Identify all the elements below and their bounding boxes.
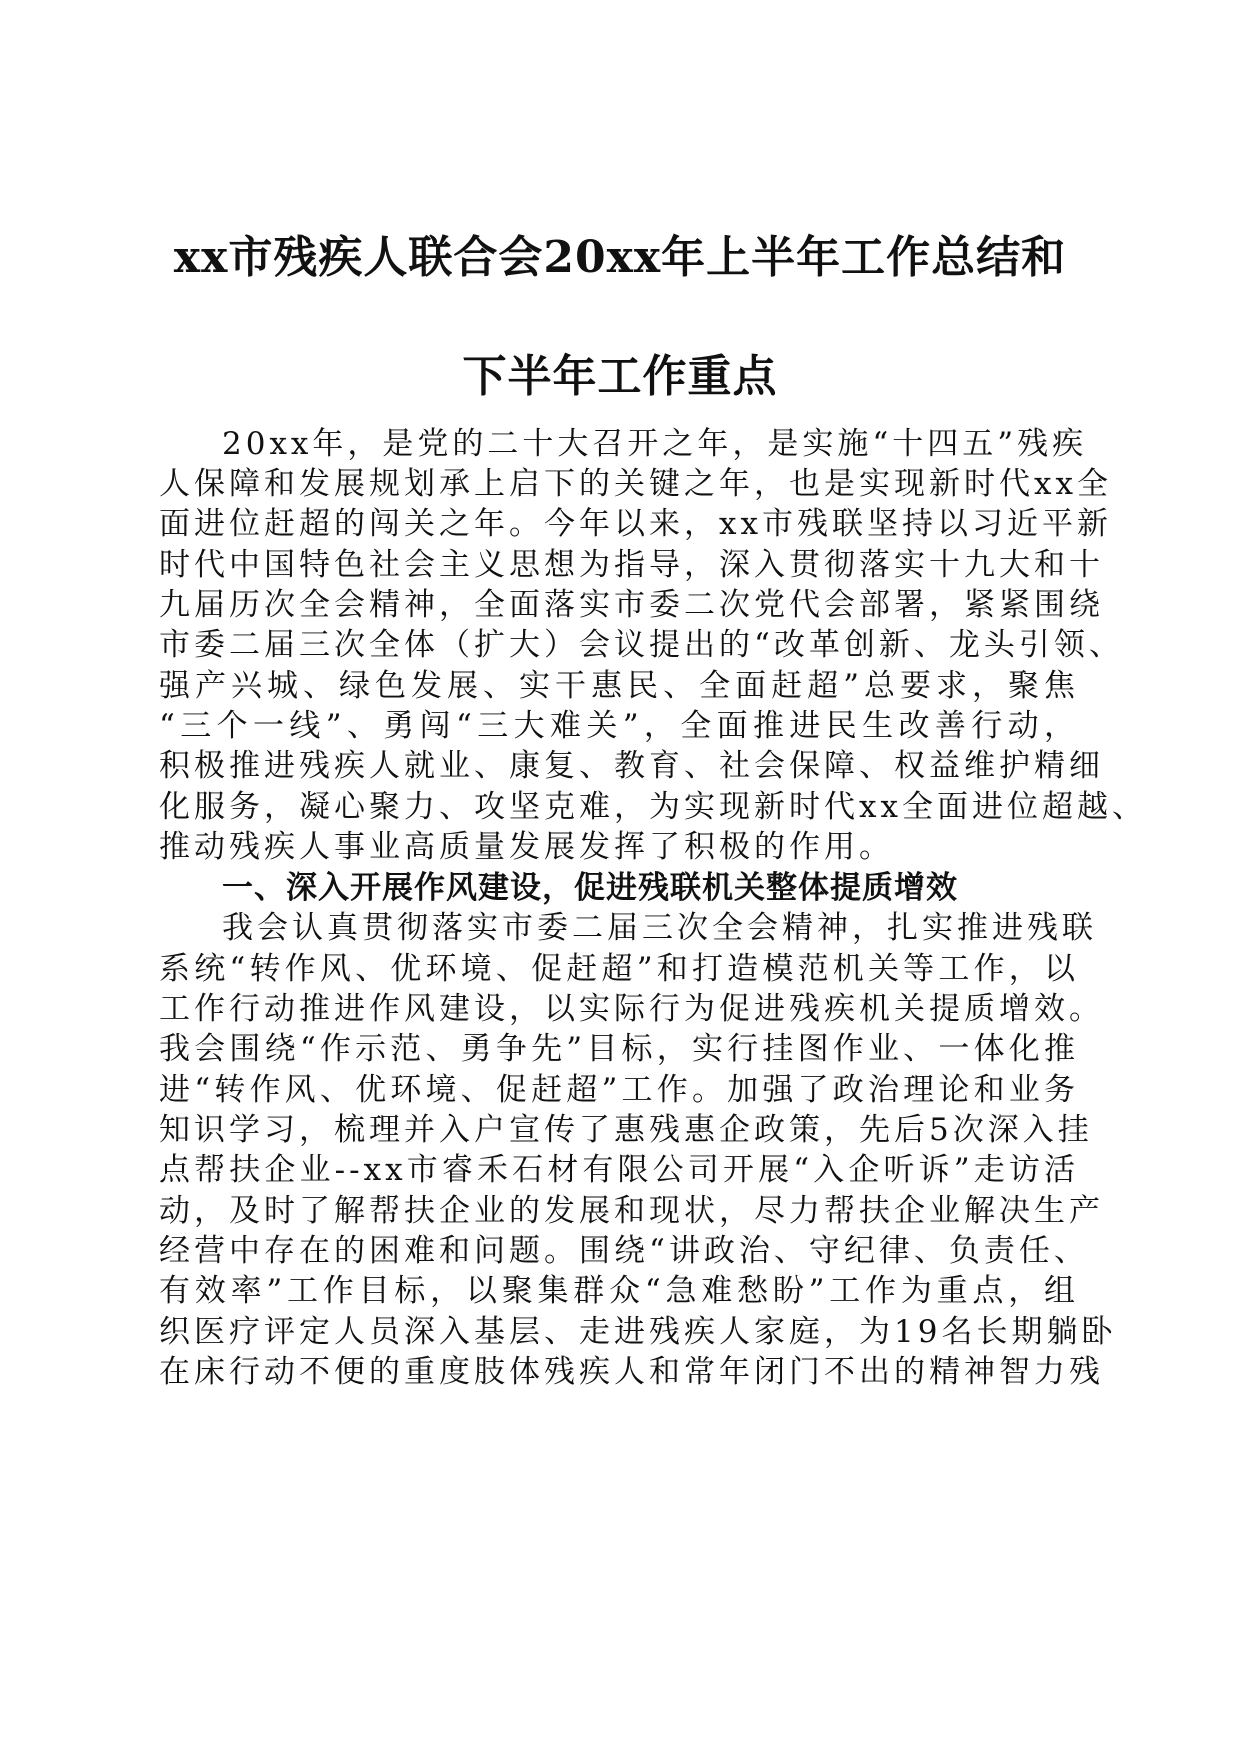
paragraph-1-line: 市委二届三次全体（扩大）会议提出的“改革创新、龙头引领、 <box>159 627 1124 663</box>
section-1-heading: 一、深入开展作风建设，促进残联机关整体提质增效 <box>222 870 958 906</box>
paragraph-1-line: 20xx年，是党的二十大召开之年，是实施“十四五”残疾 <box>222 426 1088 462</box>
paragraph-2-line: 我会围绕“作示范、勇争先”目标，实行挂图作业、一体化推 <box>159 1031 1079 1067</box>
paragraph-2-line: 在床行动不便的重度肢体残疾人和常年闭门不出的精神智力残 <box>159 1354 1104 1390</box>
paragraph-2-line: 动，及时了解帮扶企业的发展和现状，尽力帮扶企业解决生产 <box>159 1193 1104 1229</box>
paragraph-2-line: 系统“转作风、优环境、促赶超”和打造模范机关等工作，以 <box>159 951 1079 987</box>
paragraph-2-line: 工作行动推进作风建设，以实际行为促进残疾机关提质增效。 <box>159 991 1104 1027</box>
paragraph-1-line: 强产兴城、绿色发展、实干惠民、全面赶超”总要求，聚焦 <box>159 668 1079 704</box>
paragraph-1-line: 九届历次全会精神，全面落实市委二次党代会部署，紧紧围绕 <box>159 587 1104 623</box>
paragraph-2-line: 进“转作风、优环境、促赶超”工作。加强了政治理论和业务 <box>159 1072 1079 1108</box>
paragraph-2-line: 经营中存在的困难和问题。围绕“讲政治、守纪律、负责任、 <box>159 1233 1089 1269</box>
paragraph-1-line: 时代中国特色社会主义思想为指导，深入贯彻落实十九大和十 <box>159 547 1104 583</box>
paragraph-1-line: 面进位赶超的闯关之年。今年以来，xx市残联坚持以习近平新 <box>159 506 1112 542</box>
paragraph-1-line: 人保障和发展规划承上启下的关键之年，也是实现新时代xx全 <box>159 466 1112 502</box>
paragraph-2-line: 织医疗评定人员深入基层、走进残疾人家庭，为19名长期躺卧 <box>159 1314 1117 1350</box>
paragraph-1-line: 化服务，凝心聚力、攻坚克难，为实现新时代xx全面进位超越、 <box>159 789 1147 825</box>
paragraph-2-line: 知识学习，梳理并入户宣传了惠残惠企政策，先后5次深入挂 <box>159 1112 1093 1148</box>
paragraph-1-line: 积极推进残疾人就业、康复、教育、社会保障、权益维护精细 <box>159 748 1104 784</box>
paragraph-2-line: 点帮扶企业--xx市睿禾石材有限公司开展“入企听诉”走访活 <box>159 1152 1079 1188</box>
paragraph-1-line: 推动残疾人事业高质量发展发挥了积极的作用。 <box>159 829 894 865</box>
paragraph-2-line: 有效率”工作目标，以聚集群众“急难愁盼”工作为重点，组 <box>159 1273 1079 1309</box>
document-title-line-1: xx市残疾人联合会20xx年上半年工作总结和 <box>173 232 1067 283</box>
document-title-line-2: 下半年工作重点 <box>462 351 778 402</box>
paragraph-2-line: 我会认真贯彻落实市委二届三次全会精神，扎实推进残联 <box>222 910 1097 946</box>
paragraph-1-line: “三个一线”、勇闯“三大难关”，全面推进民生改善行动， <box>159 708 1079 744</box>
